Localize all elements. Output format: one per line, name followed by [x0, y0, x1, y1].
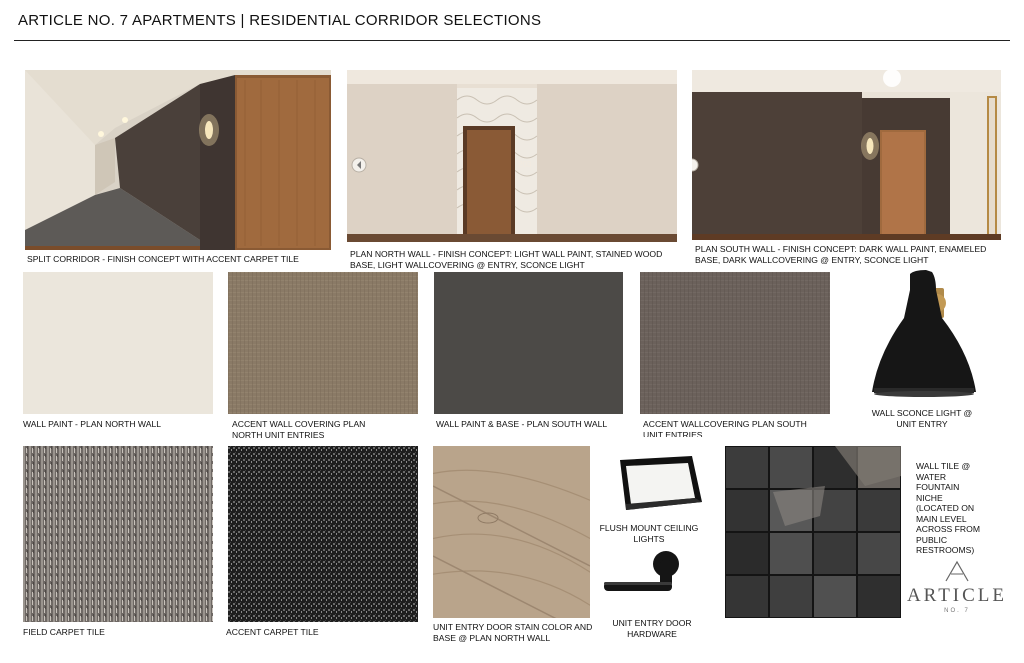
plan-north-wall-rendering	[347, 70, 677, 242]
header-divider	[14, 40, 1010, 41]
door-stain-caption: UNIT ENTRY DOOR STAIN COLOR AND BASE @ PLAN NORTH WALL	[433, 622, 593, 643]
field-carpet-caption: FIELD CARPET TILE	[23, 627, 105, 637]
accent-carpet-swatch	[228, 446, 418, 622]
door-hardware-image	[602, 548, 696, 608]
wall-sconce-image	[866, 270, 980, 402]
article-no7-logo	[905, 560, 1009, 614]
plan-south-wall-caption: PLAN SOUTH WALL - FINISH CONCEPT: DARK WALL PAINT, ENAMELED BASE, DARK WALLCOVERING @ ENTRY, SCONCE LIGHT	[695, 244, 987, 265]
door-hardware-caption: UNIT ENTRY DOOR HARDWARE	[612, 618, 692, 639]
flush-mount-light-image	[612, 452, 706, 514]
flush-mount-light-caption: FLUSH MOUNT CEILING LIGHTS	[599, 523, 699, 544]
wall-paint-north-caption: WALL PAINT - PLAN NORTH WALL	[23, 419, 162, 429]
wall-paint-south-caption: WALL PAINT & BASE - PLAN SOUTH WALL	[436, 419, 608, 429]
wall-tile-caption: WALL TILE @ WATER FOUNTAIN NICHE (LOCATED ON MAIN LEVEL ACROSS FROM PUBLIC RESTROOMS)	[916, 461, 980, 555]
plan-south-wall-rendering	[692, 70, 1001, 240]
wall-tile-swatch	[725, 446, 901, 618]
accent-wallcovering-south-caption: ACCENT WALLCOVERING PLAN SOUTH UNIT ENTRIES	[643, 419, 807, 437]
door-stain-swatch	[433, 446, 590, 618]
field-carpet-swatch	[23, 446, 213, 622]
page-title: ARTICLE NO. 7 APARTMENTS | RESIDENTIAL CORRIDOR SELECTIONS	[18, 12, 542, 29]
logo-subtitle: NO. 7	[944, 608, 970, 614]
article-triangle-icon	[944, 560, 970, 582]
accent-wallcovering-south-swatch	[640, 272, 830, 414]
logo-wordmark: ARTICLE	[906, 585, 1008, 606]
plan-north-wall-caption: PLAN NORTH WALL - FINISH CONCEPT: LIGHT WALL PAINT, STAINED WOOD BASE, LIGHT WALLCOVERING @ ENTRY, SCONCE LIGHT	[350, 249, 663, 270]
accent-wall-covering-north-caption: ACCENT WALL COVERING PLAN NORTH UNIT ENTRIES	[232, 419, 366, 440]
split-corridor-caption: SPLIT CORRIDOR - FINISH CONCEPT WITH ACCENT CARPET TILE	[27, 254, 299, 264]
wall-sconce-caption: WALL SCONCE LIGHT @ UNIT ENTRY	[871, 408, 973, 429]
unit-number-203: 203	[518, 160, 532, 169]
accent-wall-covering-north-swatch	[228, 272, 418, 414]
accent-carpet-caption: ACCENT CARPET TILE	[226, 627, 319, 637]
wall-paint-north-swatch	[23, 272, 213, 414]
split-corridor-rendering	[25, 70, 331, 250]
wall-paint-south-swatch	[434, 272, 623, 414]
